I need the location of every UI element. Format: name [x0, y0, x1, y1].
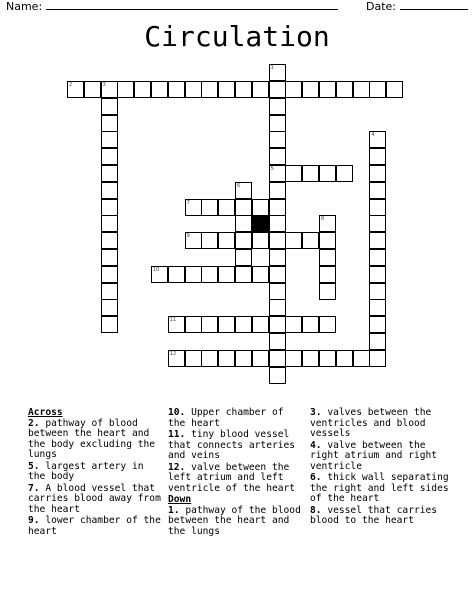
grid-cell[interactable]	[319, 283, 336, 300]
grid-cell[interactable]	[319, 266, 336, 283]
date-label	[366, 0, 468, 13]
across-clue-list	[28, 419, 162, 538]
grid-cell[interactable]	[369, 199, 386, 216]
down-heading: Down	[168, 494, 192, 505]
down-clue-list-continued	[310, 408, 450, 527]
grid-cell[interactable]	[269, 249, 286, 266]
grid-cell[interactable]	[168, 266, 185, 283]
grid-cell[interactable]	[269, 283, 286, 300]
clue-number: 12.	[168, 461, 192, 473]
grid-cell[interactable]	[269, 333, 286, 350]
clue-item	[28, 419, 162, 461]
clue-number: 11.	[168, 429, 192, 440]
clue-number: 9.	[28, 515, 46, 526]
grid-cell[interactable]	[269, 81, 286, 98]
clue-text: valves between the ventricles and blood vessels	[310, 407, 432, 439]
grid-cell[interactable]	[168, 350, 185, 367]
grid-cell[interactable]	[369, 299, 386, 316]
grid-cell[interactable]	[269, 299, 286, 316]
grid-cell[interactable]	[369, 266, 386, 283]
grid-cell[interactable]	[185, 266, 202, 283]
name-label	[6, 0, 338, 13]
grid-cell[interactable]	[269, 64, 286, 81]
grid-cell[interactable]	[101, 98, 118, 115]
grid-cell[interactable]	[302, 316, 319, 333]
grid-cell[interactable]	[185, 350, 202, 367]
grid-cell-number: 4	[371, 132, 375, 139]
grid-cell[interactable]	[218, 81, 235, 98]
grid-cell[interactable]	[269, 232, 286, 249]
grid-cell[interactable]	[269, 199, 286, 216]
grid-cell[interactable]	[101, 115, 118, 132]
clues-column-2	[168, 408, 304, 538]
clue-text: A blood vessel that carries blood away from the heart	[28, 482, 161, 515]
grid-cell[interactable]	[302, 350, 319, 367]
clue-text: lower chamber of the heart	[28, 515, 161, 537]
clue-text: thick wall separating the right and left sides of the heart	[310, 472, 449, 504]
grid-cell[interactable]	[269, 316, 286, 333]
clue-number: 5.	[28, 460, 46, 472]
clue-number: 2.	[28, 417, 46, 429]
grid-cell[interactable]	[201, 316, 218, 333]
clue-item	[310, 441, 450, 473]
grid-cell-number: 10	[153, 266, 160, 273]
grid-cell[interactable]	[319, 81, 336, 98]
grid-cell-number: 3	[102, 82, 106, 88]
grid-cell[interactable]	[185, 81, 202, 98]
grid-cell[interactable]	[235, 316, 252, 333]
grid-cell[interactable]	[201, 199, 218, 216]
grid-cell[interactable]	[218, 199, 235, 216]
grid-cell[interactable]	[151, 81, 168, 98]
clue-item	[28, 462, 162, 483]
grid-cell-number: 7	[186, 199, 190, 206]
grid-cell[interactable]	[269, 182, 286, 199]
grid-cell[interactable]	[269, 165, 286, 182]
grid-cell[interactable]	[285, 81, 302, 98]
across-clue-list-continued	[168, 408, 304, 494]
clue-text: vessel that carries blood to the heart	[310, 504, 438, 526]
grid-cell[interactable]	[353, 81, 370, 98]
clue-item	[28, 516, 162, 537]
grid-cell[interactable]	[369, 249, 386, 266]
grid-cell[interactable]	[336, 165, 353, 182]
grid-cell[interactable]	[235, 266, 252, 283]
grid-cell[interactable]	[285, 165, 302, 182]
clue-item	[168, 430, 304, 462]
grid-cell[interactable]	[67, 81, 84, 98]
grid-cell-number: 8	[321, 216, 325, 223]
grid-cell[interactable]	[168, 81, 185, 98]
across-heading: Across	[28, 407, 63, 418]
grid-cell[interactable]	[319, 232, 336, 249]
grid-cell[interactable]	[319, 249, 336, 266]
date-line[interactable]	[400, 0, 468, 10]
clue-item	[310, 408, 450, 440]
grid-cell[interactable]	[101, 199, 118, 216]
grid-cell[interactable]	[252, 232, 269, 249]
grid-cell[interactable]	[101, 266, 118, 283]
grid-cell[interactable]	[252, 316, 269, 333]
grid-cell[interactable]	[319, 316, 336, 333]
grid-cell-number: 9	[186, 233, 190, 240]
clue-item	[168, 463, 304, 495]
grid-cell[interactable]	[369, 81, 386, 98]
clue-text: pathway of the blood between the heart and the lungs	[168, 504, 301, 537]
grid-cell[interactable]	[302, 232, 319, 249]
grid-cell[interactable]	[101, 283, 118, 300]
grid-cell[interactable]	[269, 98, 286, 115]
grid-cell[interactable]	[101, 249, 118, 266]
clue-number: 8.	[310, 504, 328, 516]
grid-cell[interactable]	[218, 316, 235, 333]
grid-cell[interactable]	[168, 316, 185, 333]
grid-cell[interactable]	[201, 81, 218, 98]
grid-cell[interactable]	[185, 232, 202, 249]
grid-cell[interactable]	[336, 350, 353, 367]
clue-number: 3.	[310, 407, 328, 418]
clue-item	[310, 506, 450, 527]
grid-cell[interactable]	[101, 215, 118, 232]
grid-cell[interactable]	[134, 81, 151, 98]
grid-cell-number: 11	[169, 317, 177, 324]
clues-column-1	[28, 408, 162, 538]
grid-cell[interactable]	[218, 232, 235, 249]
clue-item	[168, 408, 304, 429]
clue-number: 1.	[168, 504, 186, 516]
grid-cell-number: 5	[270, 166, 274, 172]
clue-text: pathway of blood between the heart and the body excluding the lungs	[28, 417, 156, 460]
grid-block-cell	[252, 215, 269, 232]
grid-cell[interactable]	[218, 266, 235, 283]
grid-cell[interactable]	[269, 115, 286, 132]
grid-cell[interactable]	[235, 215, 252, 232]
grid-cell[interactable]	[369, 232, 386, 249]
grid-cell[interactable]	[101, 131, 118, 148]
grid-cell[interactable]	[252, 199, 269, 216]
grid-cell[interactable]	[185, 316, 202, 333]
grid-cell[interactable]	[269, 215, 286, 232]
grid-cell[interactable]	[369, 316, 386, 333]
grid-cell[interactable]	[285, 350, 302, 367]
grid-cell[interactable]	[185, 199, 202, 216]
grid-cell[interactable]	[369, 215, 386, 232]
clues-column-3	[310, 408, 450, 528]
grid-cell[interactable]	[235, 81, 252, 98]
clue-text: valve between the right atrium and right ventricle	[310, 439, 438, 472]
clue-text: largest artery in the body	[28, 460, 144, 482]
grid-cell[interactable]	[101, 182, 118, 199]
grid-cell[interactable]	[235, 249, 252, 266]
clue-number: 4.	[310, 439, 328, 451]
grid-cell[interactable]	[369, 350, 386, 367]
grid-cell-number: 12	[169, 350, 177, 357]
grid-cell[interactable]	[235, 182, 252, 199]
grid-cell[interactable]	[201, 350, 218, 367]
grid-cell[interactable]	[369, 333, 386, 350]
grid-cell-number: 6	[237, 182, 241, 189]
grid-cell[interactable]	[252, 266, 269, 283]
grid-cell-number: 1	[270, 65, 274, 72]
name-label-text: Name:	[6, 0, 43, 13]
clue-number: 6.	[310, 472, 328, 483]
grid-cell[interactable]	[369, 165, 386, 182]
grid-cell[interactable]	[235, 350, 252, 367]
grid-cell[interactable]	[336, 81, 353, 98]
grid-cell[interactable]	[235, 232, 252, 249]
grid-cell[interactable]	[269, 350, 286, 367]
grid-cell[interactable]	[353, 350, 370, 367]
grid-cell[interactable]	[319, 215, 336, 232]
grid-cell[interactable]	[269, 266, 286, 283]
clue-item	[310, 473, 450, 505]
grid-cell[interactable]	[252, 350, 269, 367]
grid-cell[interactable]	[151, 266, 168, 283]
grid-cell[interactable]	[369, 283, 386, 300]
grid-cell[interactable]	[285, 316, 302, 333]
clue-item	[168, 506, 304, 538]
name-line[interactable]	[46, 0, 338, 10]
clue-text: Upper chamber of the heart	[168, 407, 284, 429]
grid-cell[interactable]	[218, 350, 235, 367]
grid-cell[interactable]	[201, 232, 218, 249]
grid-cell[interactable]	[319, 165, 336, 182]
grid-cell[interactable]	[302, 165, 319, 182]
grid-cell[interactable]	[269, 148, 286, 165]
grid-cell[interactable]	[235, 199, 252, 216]
grid-cell[interactable]	[369, 148, 386, 165]
grid-cell[interactable]	[369, 131, 386, 148]
clue-text: tiny blood vessel that connects arteries and veins	[168, 429, 296, 461]
grid-cell[interactable]	[252, 81, 269, 98]
grid-cell[interactable]	[101, 232, 118, 249]
page-title: Circulation	[144, 20, 330, 53]
grid-cell[interactable]	[319, 350, 336, 367]
grid-cell[interactable]	[101, 165, 118, 182]
date-label-text: Date:	[366, 0, 396, 13]
grid-cell[interactable]	[101, 316, 118, 333]
grid-cell[interactable]	[369, 182, 386, 199]
clue-number: 7.	[28, 482, 46, 494]
grid-cell[interactable]	[269, 367, 286, 384]
grid-cell[interactable]	[201, 266, 218, 283]
clue-text: valve between the left atrium and left ventricle of the heart	[168, 461, 296, 494]
grid-cell[interactable]	[101, 81, 118, 98]
grid-cell[interactable]	[117, 81, 134, 98]
grid-cell[interactable]	[101, 148, 118, 165]
grid-cell[interactable]	[285, 232, 302, 249]
grid-cell[interactable]	[302, 81, 319, 98]
grid-cell[interactable]	[269, 131, 286, 148]
down-clue-list	[168, 506, 304, 538]
grid-cell[interactable]	[101, 299, 118, 316]
clue-item	[28, 484, 162, 516]
grid-cell[interactable]	[84, 81, 101, 98]
grid-cell-number: 2	[69, 82, 73, 88]
grid-cell[interactable]	[386, 81, 403, 98]
clue-number: 10.	[168, 407, 192, 418]
